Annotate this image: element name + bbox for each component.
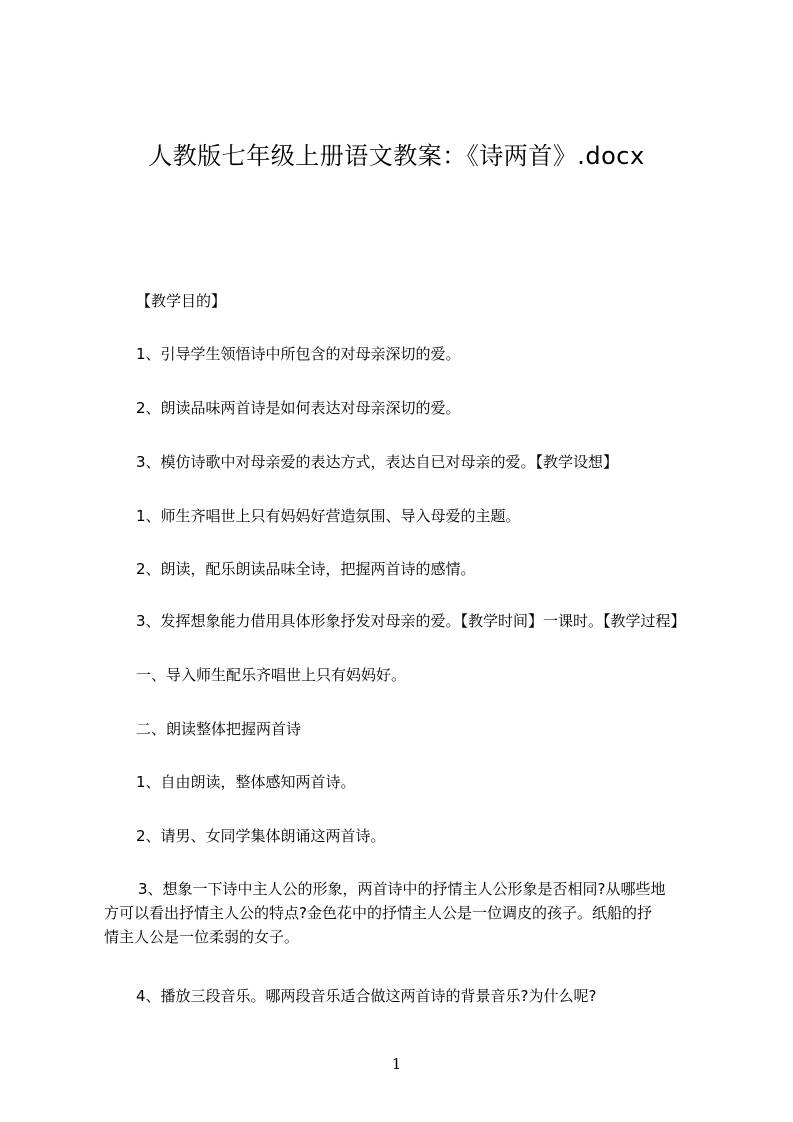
document-title: 人教版七年级上册语文教案：《诗两首》.docx bbox=[148, 142, 645, 170]
paragraph-line: 情主人公是一位柔弱的女子。 bbox=[104, 928, 300, 946]
paragraph: 二、朗读整体把握两首诗 bbox=[136, 720, 302, 738]
paragraph: 2、朗读品味两首诗是如何表达对母亲深切的爱。 bbox=[136, 399, 461, 417]
section-heading-teaching-goals: 【教学目的】 bbox=[136, 292, 227, 310]
paragraph: 4、播放三段音乐。哪两段音乐适合做这两首诗的背景音乐?为什么呢? bbox=[136, 987, 597, 1005]
page-number: 1 bbox=[391, 1055, 402, 1073]
paragraph-line: 3、想象一下诗中主人公的形象，两首诗中的抒情主人公形象是否相同?从哪些地 bbox=[138, 880, 666, 898]
paragraph: 1、自由朗读，整体感知两首诗。 bbox=[136, 773, 356, 791]
paragraph-line: 方可以看出抒情主人公的特点?金色花中的抒情主人公是一位调皮的孩子。纸船的抒 bbox=[104, 904, 652, 922]
paragraph: 2、朗读，配乐朗读品味全诗，把握两首诗的感情。 bbox=[136, 560, 476, 578]
paragraph: 1、引导学生领悟诗中所包含的对母亲深切的爱。 bbox=[136, 345, 461, 363]
paragraph-multiline bbox=[104, 877, 704, 949]
paragraph: 2、请男、女同学集体朗诵这两首诗。 bbox=[136, 827, 386, 845]
paragraph: 1、师生齐唱世上只有妈妈好营造氛围、导入母爱的主题。 bbox=[136, 507, 521, 525]
paragraph: 3、发挥想象能力借用具体形象抒发对母亲的爱。【教学时间】一课时。【教学过程】 bbox=[136, 612, 686, 630]
paragraph: 3、模仿诗歌中对母亲爱的表达方式，表达自已对母亲的爱。【教学设想】 bbox=[136, 453, 619, 471]
paragraph: 一、导入师生配乐齐唱世上只有妈妈好。 bbox=[136, 666, 407, 684]
